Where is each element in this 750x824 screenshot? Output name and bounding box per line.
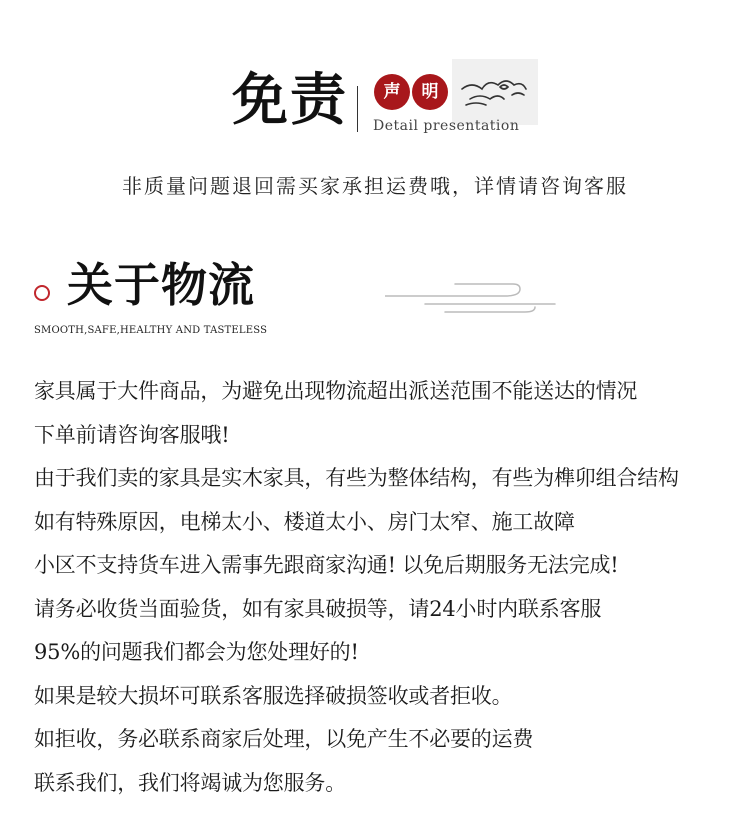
cloud-icon bbox=[452, 59, 538, 125]
note-line: 由于我们卖的家具是实木家具，有些为整体结构，有些为榫卯组合结构 bbox=[34, 466, 679, 490]
badge-char-2: 明 bbox=[412, 74, 448, 110]
logistics-notes bbox=[34, 370, 734, 805]
header-subtitle: Detail presentation bbox=[373, 118, 520, 134]
note-line: 如拒收，务必联系商家后处理，以免产生不必要的运费 bbox=[34, 727, 534, 751]
note-line: 下单前请咨询客服哦! bbox=[34, 422, 230, 447]
section-subtitle: SMOOTH,SAFE,HEALTHY AND TASTELESS bbox=[34, 325, 268, 336]
page-title: 免责 bbox=[232, 67, 348, 133]
notice-text: 非质量问题退回需买家承担运费哦，详情请咨询客服 bbox=[122, 174, 628, 198]
note-line: 如果是较大损坏可联系客服选择破损签收或者拒收。 bbox=[34, 683, 513, 708]
section-title: 关于物流 bbox=[67, 258, 255, 312]
note-line: 请务必收货当面验货，如有家具破损等，请24小时内联系客服 bbox=[34, 596, 602, 621]
note-line: 联系我们，我们将竭诚为您服务。 bbox=[34, 770, 346, 795]
badge-char-1: 声 bbox=[374, 74, 410, 110]
note-line: 95%的问题我们都会为您处理好的! bbox=[34, 640, 359, 664]
note-line: 家具属于大件商品，为避免出现物流超出派送范围不能送达的情况 bbox=[34, 379, 638, 403]
note-line: 如有特殊原因，电梯太小、楼道太小、房门太窄、施工故障 bbox=[34, 509, 575, 534]
circle-icon bbox=[34, 285, 50, 301]
title-divider bbox=[357, 86, 358, 132]
wave-icon bbox=[385, 282, 560, 320]
note-line: 小区不支持货车进入需事先跟商家沟通! 以免后期服务无法完成! bbox=[34, 553, 619, 577]
